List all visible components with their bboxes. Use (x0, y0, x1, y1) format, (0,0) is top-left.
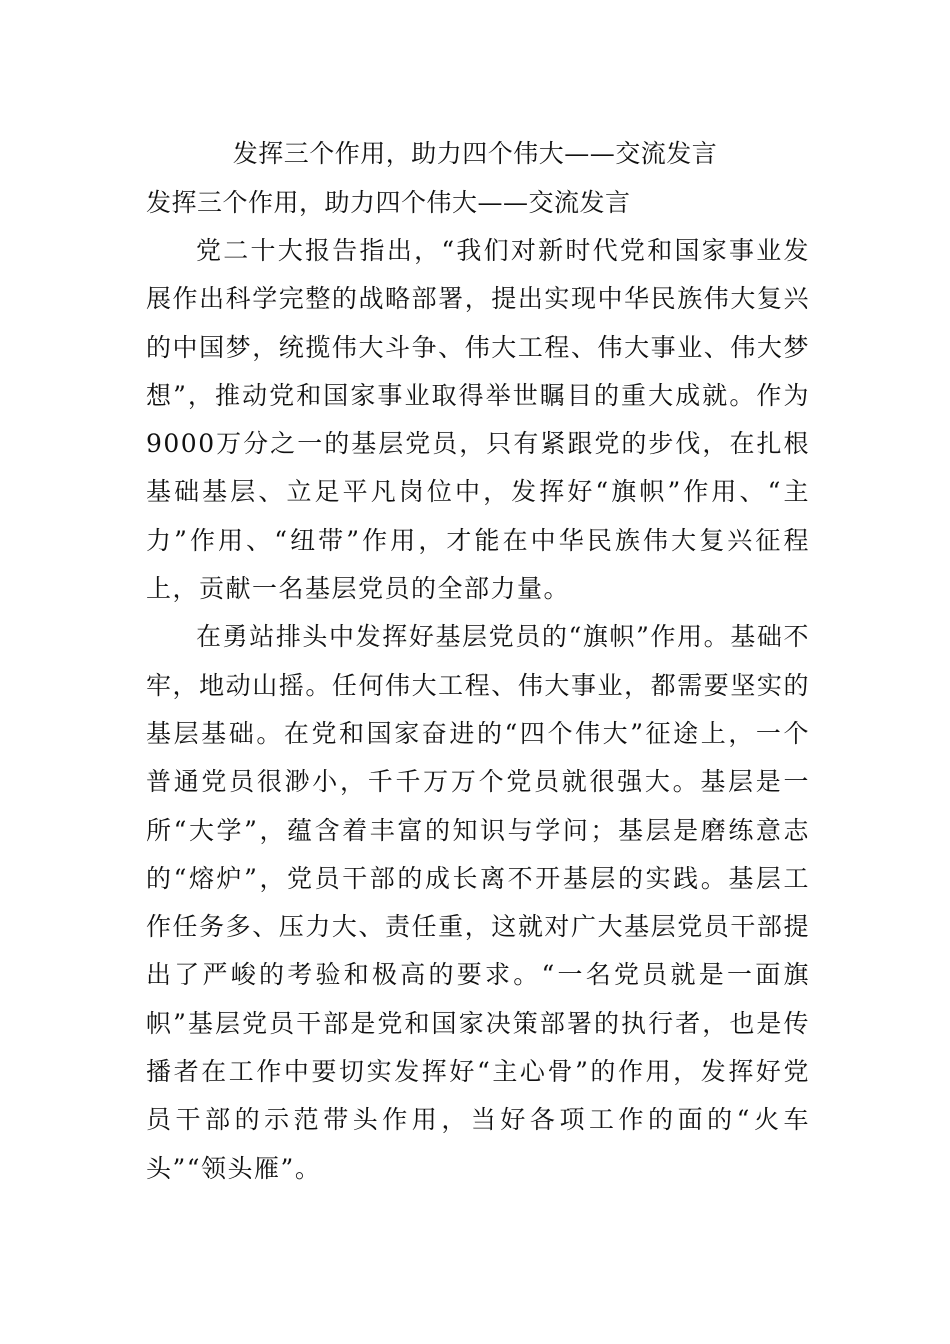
document-subtitle: 发挥三个作用，助力四个伟大——交流发言 (146, 188, 631, 217)
paragraph-flag-role: 在勇站排头中发挥好基层党员的“旗帜”作用。基础不牢，地动山摇。任何伟大工程、伟大事业，都需要坚实的基层基础。在党和国家奋进的“四个伟大”征途上，一个普通党员很渺小，千千万万个党员就很强大。基层是一所“大学”，蕴含着丰富的知识与学问；基层是磨练意志的“熔炉”，党员干部的成长离不开基层的实践。基层工作任务多、压力大、责任重，这就对广大基层党员干部提出了严峻的考验和极高的要求。“一名党员就是一面旗帜”基层党员干部是党和国家决策部署的执行者，也是传播者在工作中要切实发挥好“主心骨”的作用，发挥好党员干部的示范带头作用，当好各项工作的面的“火车头”“领头雁”。 (146, 622, 810, 1183)
paragraph-intro: 党二十大报告指出，“我们对新时代党和国家事业发展作出科学完整的战略部署，提出实现中华民族伟大复兴的中国梦，统揽伟大斗争、伟大工程、伟大事业、伟大梦想”，推动党和国家事业取得举世瞩目的重大成就。作为9000万分之一的基层党员，只有紧跟党的步伐，在扎根基础基层、立足平凡岗位中，发挥好“旗帜”作用、“主力”作用、“纽带”作用，才能在中华民族伟大复兴征程上，贡献一名基层党员的全部力量。 (146, 236, 810, 604)
document-body (146, 227, 810, 1193)
document-title: 发挥三个作用，助力四个伟大——交流发言 (232, 139, 718, 168)
